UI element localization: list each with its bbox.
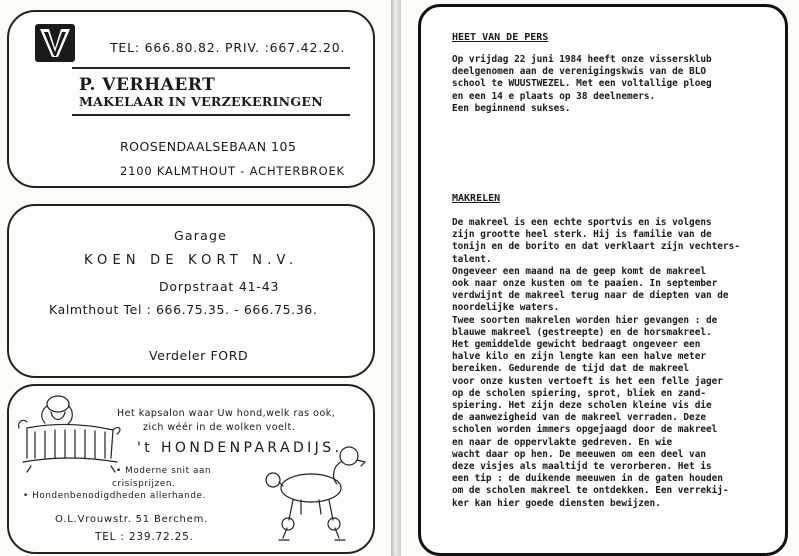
- insurance-ad: [7, 10, 375, 188]
- grooming-bullet-1b: crisisprijzen.: [112, 479, 176, 489]
- text-line: De makreel is een echte sportvis en is volgens: [452, 217, 712, 228]
- text-line: een tip : de duikende meeuwen in de gaten houden: [452, 473, 723, 485]
- text-line: Ongeveer een maand na de geep komt de makreel: [452, 265, 706, 277]
- text-line: voor onze kusten vertoeft is het een felle jager: [452, 375, 723, 387]
- text-line: op de scholen spiering, sprot, bliek en zand-: [452, 387, 706, 399]
- text-line: ook naar onze kusten om te paaien. In september: [452, 278, 718, 290]
- garage-city-phone: Kalmthout Tel : 666.75.35. - 666.75.36.: [49, 302, 318, 317]
- insurance-city: 2100 KALMTHOUT - ACHTERBROEK: [120, 164, 345, 178]
- heading-heet-van-de-pers: HEET VAN DE PERS: [452, 32, 549, 43]
- text-line: deelgenomen aan de verenigingskwis van de BLO: [452, 66, 706, 78]
- text-line: Het gemiddelde gewicht bedraagt ongeveer een: [452, 339, 701, 351]
- text-line: deze visjes als maaltijd te verorberen. Het is: [452, 461, 712, 473]
- insurance-logo: [35, 24, 75, 62]
- grooming-address: O.L.Vrouwstr. 51 Berchem.: [55, 514, 209, 525]
- grooming-tagline-2: zich wéér in de wolken voelt.: [143, 422, 296, 433]
- grooming-tagline-1: Het kapsalon waar Uw hond,welk ras ook,: [117, 408, 336, 419]
- text-line: scholen worden immers opgejaagd door de makreel: [452, 424, 718, 436]
- grooming-phone: TEL : 239.72.25.: [95, 531, 194, 543]
- garage-street: Dorpstraat 41-43: [159, 279, 280, 294]
- text-line: Op vrijdag 22 juni 1984 heeft onze vissersklub: [452, 54, 712, 65]
- text-line: bereiken. Gedurende de tijd dat de makreel: [452, 363, 690, 375]
- text-line: en naar de oppervlakte gedreven. En wie: [452, 436, 673, 448]
- press-paragraph: [452, 54, 712, 115]
- insurance-street: ROOSENDAALSEBAAN 105: [120, 139, 297, 154]
- text-line: en een 14 e plaats op 38 deelnemers.: [452, 90, 656, 102]
- dog-grooming-ad: [7, 384, 375, 554]
- garage-dealer: Verdeler FORD: [149, 348, 249, 363]
- makrelen-paragraph: [452, 217, 740, 510]
- grooming-bullet-2: • Hondenbenodigdheden allerhande.: [23, 491, 206, 501]
- garage-ad: [7, 204, 375, 378]
- grooming-bullet-1a: • Moderne snit aan: [116, 466, 212, 476]
- text-line: tonijn en de borito en dat verklaart zijn vechters-: [452, 241, 740, 253]
- text-line: verdwijnt de makreel terug naar de diepten van de: [452, 290, 729, 302]
- text-line: blauwe makreel (gestreepte) en de horsmakreel.: [452, 326, 712, 338]
- text-line: school te WUUSTWEZEL. Met een voltallige ploeg: [452, 78, 712, 90]
- text-line: ker kan hier goede diensten bewijzen.: [452, 497, 661, 509]
- text-line: om de scholen makreel te ontdekken. Een verrekij-: [452, 485, 729, 497]
- text-line: halve kilo en zijn lengte kan een halve meter: [452, 351, 706, 363]
- insurance-profession: MAKELAAR IN VERZEKERINGEN: [79, 94, 323, 109]
- text-line: wacht daar op hen. De meeuwen om een deel van: [452, 448, 706, 460]
- garage-name: KOEN DE KORT N.V.: [84, 253, 299, 268]
- book-gutter: [391, 0, 401, 556]
- v-logo-icon: [35, 24, 75, 62]
- dog-in-tub-illustration: [13, 392, 123, 474]
- insurance-top-rule: [72, 67, 350, 69]
- poodle-illustration: [253, 436, 373, 546]
- insurance-phone: TEL: 666.80.82. PRIV. :667.42.20.: [110, 40, 346, 55]
- text-line: zijn grootte heel sterk. Hij is familie van de: [452, 229, 712, 241]
- text-line: noordelijke waters.: [452, 302, 560, 314]
- text-line: Een beginnend sukses.: [452, 102, 571, 114]
- text-line: de aanwezigheid van de makreel verraden. Deze: [452, 412, 706, 424]
- text-line: talent.: [452, 253, 492, 265]
- insurance-bottom-rule: [72, 114, 350, 116]
- text-line: spiering. Het zijn deze scholen kleine vis die: [452, 400, 712, 412]
- text-line: Twee soorten makrelen worden hier gevangen : de: [452, 314, 718, 326]
- grooming-name: 't HONDENPARADIJS.: [137, 440, 343, 456]
- garage-label: Garage: [174, 228, 227, 243]
- heading-makrelen: MAKRELEN: [452, 193, 501, 204]
- insurance-name: P. VERHAERT: [79, 75, 216, 95]
